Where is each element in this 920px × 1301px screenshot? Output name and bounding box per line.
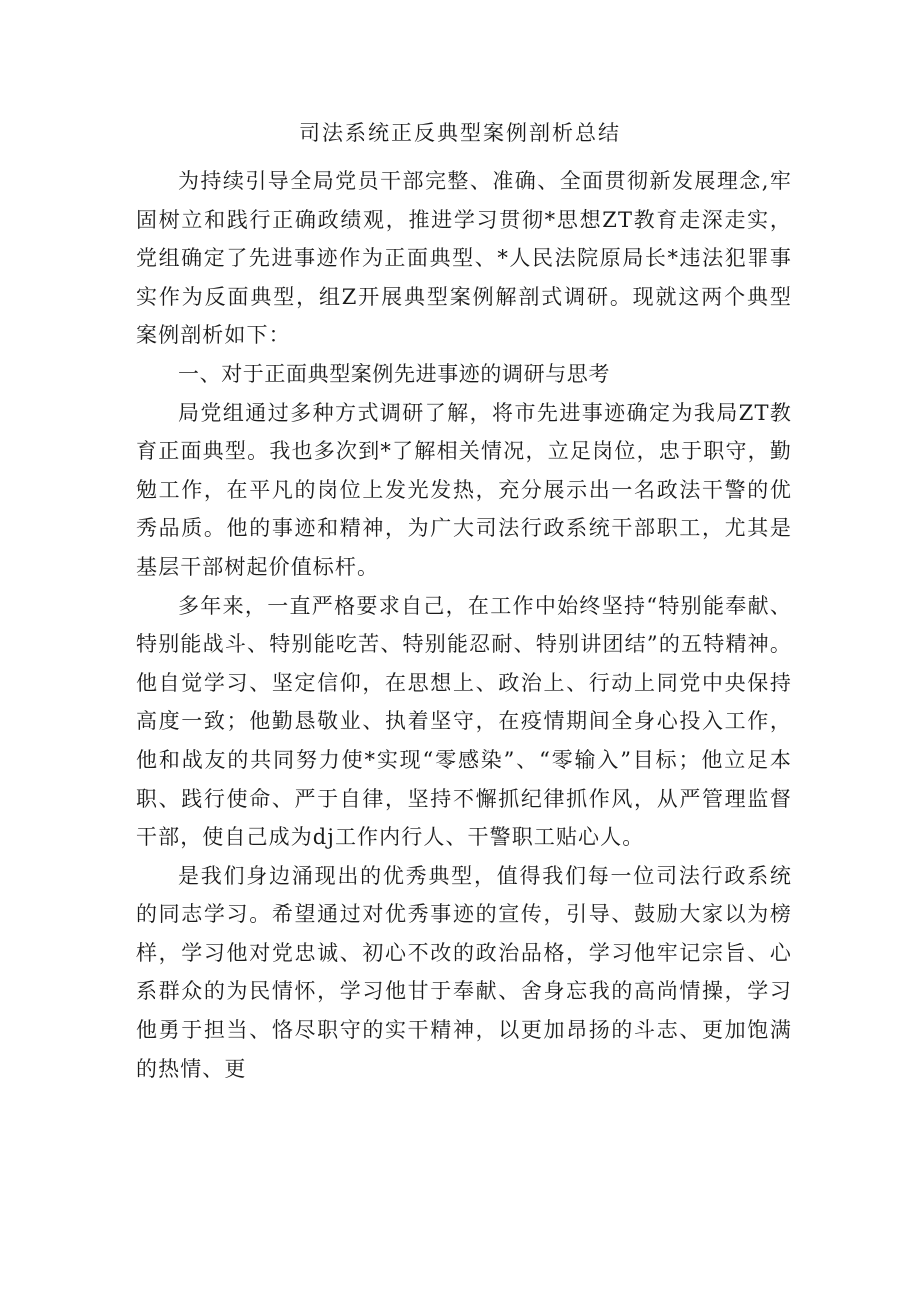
document-body (136, 162, 792, 1088)
document-title: 司法系统正反典型案例剖析总结 (299, 121, 621, 145)
paragraph-positive-case: 局党组通过多种方式调研了解，将市先进事迹确定为我局ZT教育正面典型。我也多次到*了解相关情况，立足岗位，忠于职守，勤勉工作，在平凡的岗位上发光发热，充分展示出一名政法干警的优秀品质。他的事迹和精神，为广大司法行政系统干部职工，尤其是基层干部树起价值标杆。 (136, 400, 792, 579)
section-heading-1: 一、对于正面典型案例先进事迹的调研与思考 (178, 361, 610, 386)
paragraph-five-spirits: 多年来，一直严格要求自己，在工作中始终坚持“特别能奉献、特别能战斗、特别能吃苦、特别能忍耐、特别讲团结”的五特精神。他自觉学习、坚定信仰，在思想上、政治上、行动上同党中央保持高度一致；他勤恳敬业、执着坚守，在疫情期间全身心投入工作，他和战友的共同努力使*实现“零感染”、“零输入”目标；他立足本职、践行使命、严于自律，坚持不懈抓纪律抓作风，从严管理监督干部，使自己成为dj工作内行人、干警职工贴心人。 (136, 593, 792, 850)
paragraph-intro: 为持续引导全局党员干部完整、准确、全面贯彻新发展理念,牢固树立和践行正确政绩观，推进学习贯彻*思想ZT教育走深走实，党组确定了先进事迹作为正面典型、*人民法院原局长*违法犯罪事实作为反面典型，组Z开展典型案例解剖式调研。现就这两个典型案例剖析如下： (136, 169, 792, 348)
paragraph-learning: 是我们身边涌现出的优秀典型，值得我们每一位司法行政系统的同志学习。希望通过对优秀事迹的宣传，引导、鼓励大家以为榜样，学习他对党忠诚、初心不改的政治品格，学习他牢记宗旨、心系群众的为民情怀，学习他甘于奉献、舍身忘我的高尚情操，学习他勇于担当、恪尽职守的实干精神，以更加昂扬的斗志、更加饱满的热情、更 (136, 863, 792, 1081)
